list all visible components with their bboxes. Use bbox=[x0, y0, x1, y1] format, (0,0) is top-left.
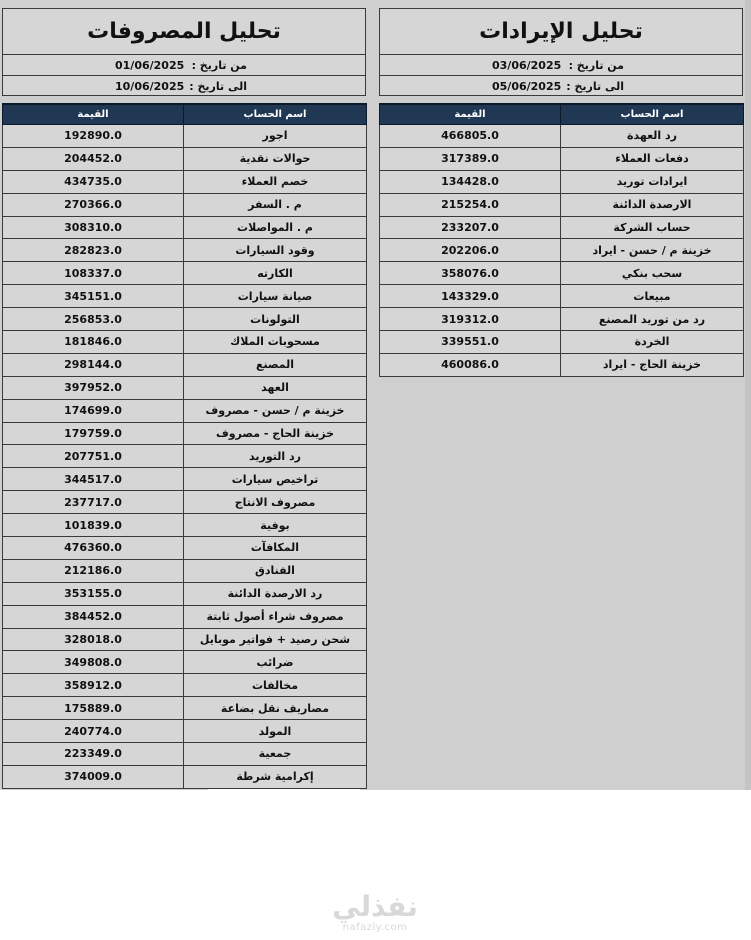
row-value: 207751.0 bbox=[3, 445, 184, 468]
table-row bbox=[3, 743, 367, 766]
revenues-to-row bbox=[380, 76, 742, 97]
row-account-name: الخردة bbox=[561, 331, 744, 354]
row-value: 317389.0 bbox=[380, 147, 561, 170]
table-row bbox=[3, 125, 367, 148]
row-account-name: رد العهدة bbox=[561, 125, 744, 148]
table-row bbox=[3, 605, 367, 628]
revenues-to-label: الى تاريخ : bbox=[566, 80, 624, 93]
watermark-latin: nafazly.com bbox=[342, 922, 408, 933]
row-account-name: مسحوبات الملاك bbox=[184, 331, 367, 354]
row-value: 233207.0 bbox=[380, 216, 561, 239]
row-value: 308310.0 bbox=[3, 216, 184, 239]
row-value: 256853.0 bbox=[3, 308, 184, 331]
table-row bbox=[3, 491, 367, 514]
row-value: 108337.0 bbox=[3, 262, 184, 285]
table-row bbox=[380, 147, 744, 170]
row-value: 202206.0 bbox=[380, 239, 561, 262]
table-row bbox=[3, 399, 367, 422]
row-value: 270366.0 bbox=[3, 193, 184, 216]
table-row bbox=[3, 216, 367, 239]
row-value: 328018.0 bbox=[3, 628, 184, 651]
revenues-from-date: 03/06/2025 bbox=[492, 59, 562, 72]
row-account-name: رد الارصدة الدائنة bbox=[184, 582, 367, 605]
row-account-name: خزينة الحاج - مصروف bbox=[184, 422, 367, 445]
row-value: 298144.0 bbox=[3, 353, 184, 376]
row-account-name: العهد bbox=[184, 376, 367, 399]
row-value: 397952.0 bbox=[3, 376, 184, 399]
row-value: 460086.0 bbox=[380, 353, 561, 376]
table-row bbox=[3, 514, 367, 537]
expenses-to-label: الى تاريخ : bbox=[189, 80, 247, 93]
table-row bbox=[380, 262, 744, 285]
revenues-from-label: من تاريخ : bbox=[568, 59, 624, 72]
table-row bbox=[380, 193, 744, 216]
row-value: 101839.0 bbox=[3, 514, 184, 537]
row-value: 240774.0 bbox=[3, 720, 184, 743]
table-row bbox=[380, 125, 744, 148]
table-row bbox=[380, 216, 744, 239]
table-row bbox=[3, 262, 367, 285]
row-account-name: خصم العملاء bbox=[184, 170, 367, 193]
table-row bbox=[3, 285, 367, 308]
table-row bbox=[3, 651, 367, 674]
row-account-name: حوالات نقدية bbox=[184, 147, 367, 170]
revenues-to-date: 05/06/2025 bbox=[492, 80, 562, 93]
table-row bbox=[3, 765, 367, 788]
row-value: 358912.0 bbox=[3, 674, 184, 697]
revenues-title: تحليل الإيرادات bbox=[380, 9, 742, 55]
row-account-name: اجور bbox=[184, 125, 367, 148]
table-row bbox=[380, 239, 744, 262]
row-account-name: مصروف شراء أصول ثابتة bbox=[184, 605, 367, 628]
watermark-arabic: نفذلي bbox=[332, 890, 418, 923]
table-row bbox=[380, 331, 744, 354]
row-account-name: حساب الشركة bbox=[561, 216, 744, 239]
table-row bbox=[3, 331, 367, 354]
row-value: 237717.0 bbox=[3, 491, 184, 514]
row-account-name: خزينة م / حسن - ايراد bbox=[561, 239, 744, 262]
row-value: 349808.0 bbox=[3, 651, 184, 674]
row-value: 212186.0 bbox=[3, 559, 184, 582]
expenses-to-date: 10/06/2025 bbox=[115, 80, 185, 93]
row-value: 134428.0 bbox=[380, 170, 561, 193]
row-account-name: المكافآت bbox=[184, 537, 367, 560]
row-account-name: خزينة الحاج - ايراد bbox=[561, 353, 744, 376]
row-account-name: مبيعات bbox=[561, 285, 744, 308]
table-row bbox=[3, 239, 367, 262]
table-row bbox=[3, 147, 367, 170]
table-row bbox=[3, 170, 367, 193]
expenses-title: تحليل المصروفات bbox=[3, 9, 365, 55]
table-row bbox=[3, 376, 367, 399]
table-row bbox=[3, 628, 367, 651]
row-account-name: الكارته bbox=[184, 262, 367, 285]
table-row bbox=[380, 308, 744, 331]
row-value: 174699.0 bbox=[3, 399, 184, 422]
table-row bbox=[3, 353, 367, 376]
row-account-name: دفعات العملاء bbox=[561, 147, 744, 170]
table-row bbox=[3, 720, 367, 743]
row-account-name: جمعية bbox=[184, 743, 367, 766]
expenses-header bbox=[2, 8, 366, 96]
row-account-name: بوفية bbox=[184, 514, 367, 537]
row-account-name: المولد bbox=[184, 720, 367, 743]
row-account-name: خزينة م / حسن - مصروف bbox=[184, 399, 367, 422]
row-value: 223349.0 bbox=[3, 743, 184, 766]
sheet-right-edge bbox=[745, 0, 751, 790]
row-value: 215254.0 bbox=[380, 193, 561, 216]
row-account-name: المصنع bbox=[184, 353, 367, 376]
row-value: 353155.0 bbox=[3, 582, 184, 605]
revenues-table-body bbox=[380, 125, 744, 377]
row-account-name: ايرادات توريد bbox=[561, 170, 744, 193]
row-account-name: وقود السيارات bbox=[184, 239, 367, 262]
row-value: 466805.0 bbox=[380, 125, 561, 148]
row-account-name: الفنادق bbox=[184, 559, 367, 582]
row-account-name: إكرامية شرطة bbox=[184, 765, 367, 788]
table-row bbox=[3, 193, 367, 216]
expenses-to-row bbox=[3, 76, 365, 97]
table-row bbox=[3, 674, 367, 697]
table-row bbox=[380, 353, 744, 376]
revenues-col-account: اسم الحساب bbox=[561, 104, 744, 125]
row-account-name: صيانة سيارات bbox=[184, 285, 367, 308]
table-row bbox=[3, 468, 367, 491]
expenses-from-date: 01/06/2025 bbox=[115, 59, 185, 72]
table-row bbox=[380, 170, 744, 193]
table-row bbox=[380, 285, 744, 308]
expenses-table bbox=[2, 103, 367, 789]
table-row bbox=[3, 537, 367, 560]
table-row bbox=[3, 422, 367, 445]
row-value: 358076.0 bbox=[380, 262, 561, 285]
row-value: 204452.0 bbox=[3, 147, 184, 170]
revenues-from-row bbox=[380, 55, 742, 76]
revenues-table bbox=[379, 103, 744, 377]
row-value: 175889.0 bbox=[3, 697, 184, 720]
row-account-name: رد من توريد المصنع bbox=[561, 308, 744, 331]
row-account-name: شحن رصيد + فواتير موبايل bbox=[184, 628, 367, 651]
table-row bbox=[3, 559, 367, 582]
row-account-name: ضرائب bbox=[184, 651, 367, 674]
revenues-table-header bbox=[380, 104, 744, 125]
row-value: 181846.0 bbox=[3, 331, 184, 354]
expenses-from-row bbox=[3, 55, 365, 76]
expenses-table-header bbox=[3, 104, 367, 125]
expenses-table-body bbox=[3, 125, 367, 789]
row-value: 345151.0 bbox=[3, 285, 184, 308]
row-account-name: م . السفر bbox=[184, 193, 367, 216]
row-account-name: سحب بنكي bbox=[561, 262, 744, 285]
row-value: 179759.0 bbox=[3, 422, 184, 445]
row-value: 476360.0 bbox=[3, 537, 184, 560]
table-row bbox=[3, 697, 367, 720]
revenues-col-value: القيمة bbox=[380, 104, 561, 125]
expenses-col-account: اسم الحساب bbox=[184, 104, 367, 125]
table-row bbox=[3, 582, 367, 605]
table-row bbox=[3, 445, 367, 468]
row-value: 374009.0 bbox=[3, 765, 184, 788]
row-account-name: مخالفات bbox=[184, 674, 367, 697]
row-value: 143329.0 bbox=[380, 285, 561, 308]
row-account-name: م . المواصلات bbox=[184, 216, 367, 239]
row-value: 282823.0 bbox=[3, 239, 184, 262]
row-account-name: مصاريف نقل بضاعة bbox=[184, 697, 367, 720]
row-value: 339551.0 bbox=[380, 331, 561, 354]
sheet-gap bbox=[208, 789, 360, 792]
expenses-col-value: القيمة bbox=[3, 104, 184, 125]
watermark bbox=[330, 892, 420, 934]
row-value: 344517.0 bbox=[3, 468, 184, 491]
revenues-header bbox=[379, 8, 743, 96]
row-account-name: رد التوريد bbox=[184, 445, 367, 468]
row-value: 192890.0 bbox=[3, 125, 184, 148]
row-account-name: الارصدة الدائنة bbox=[561, 193, 744, 216]
row-value: 319312.0 bbox=[380, 308, 561, 331]
row-account-name: تراخيص سيارات bbox=[184, 468, 367, 491]
row-account-name: مصروف الانتاج bbox=[184, 491, 367, 514]
row-value: 384452.0 bbox=[3, 605, 184, 628]
row-account-name: التولونات bbox=[184, 308, 367, 331]
expenses-from-label: من تاريخ : bbox=[191, 59, 247, 72]
row-value: 434735.0 bbox=[3, 170, 184, 193]
table-row bbox=[3, 308, 367, 331]
